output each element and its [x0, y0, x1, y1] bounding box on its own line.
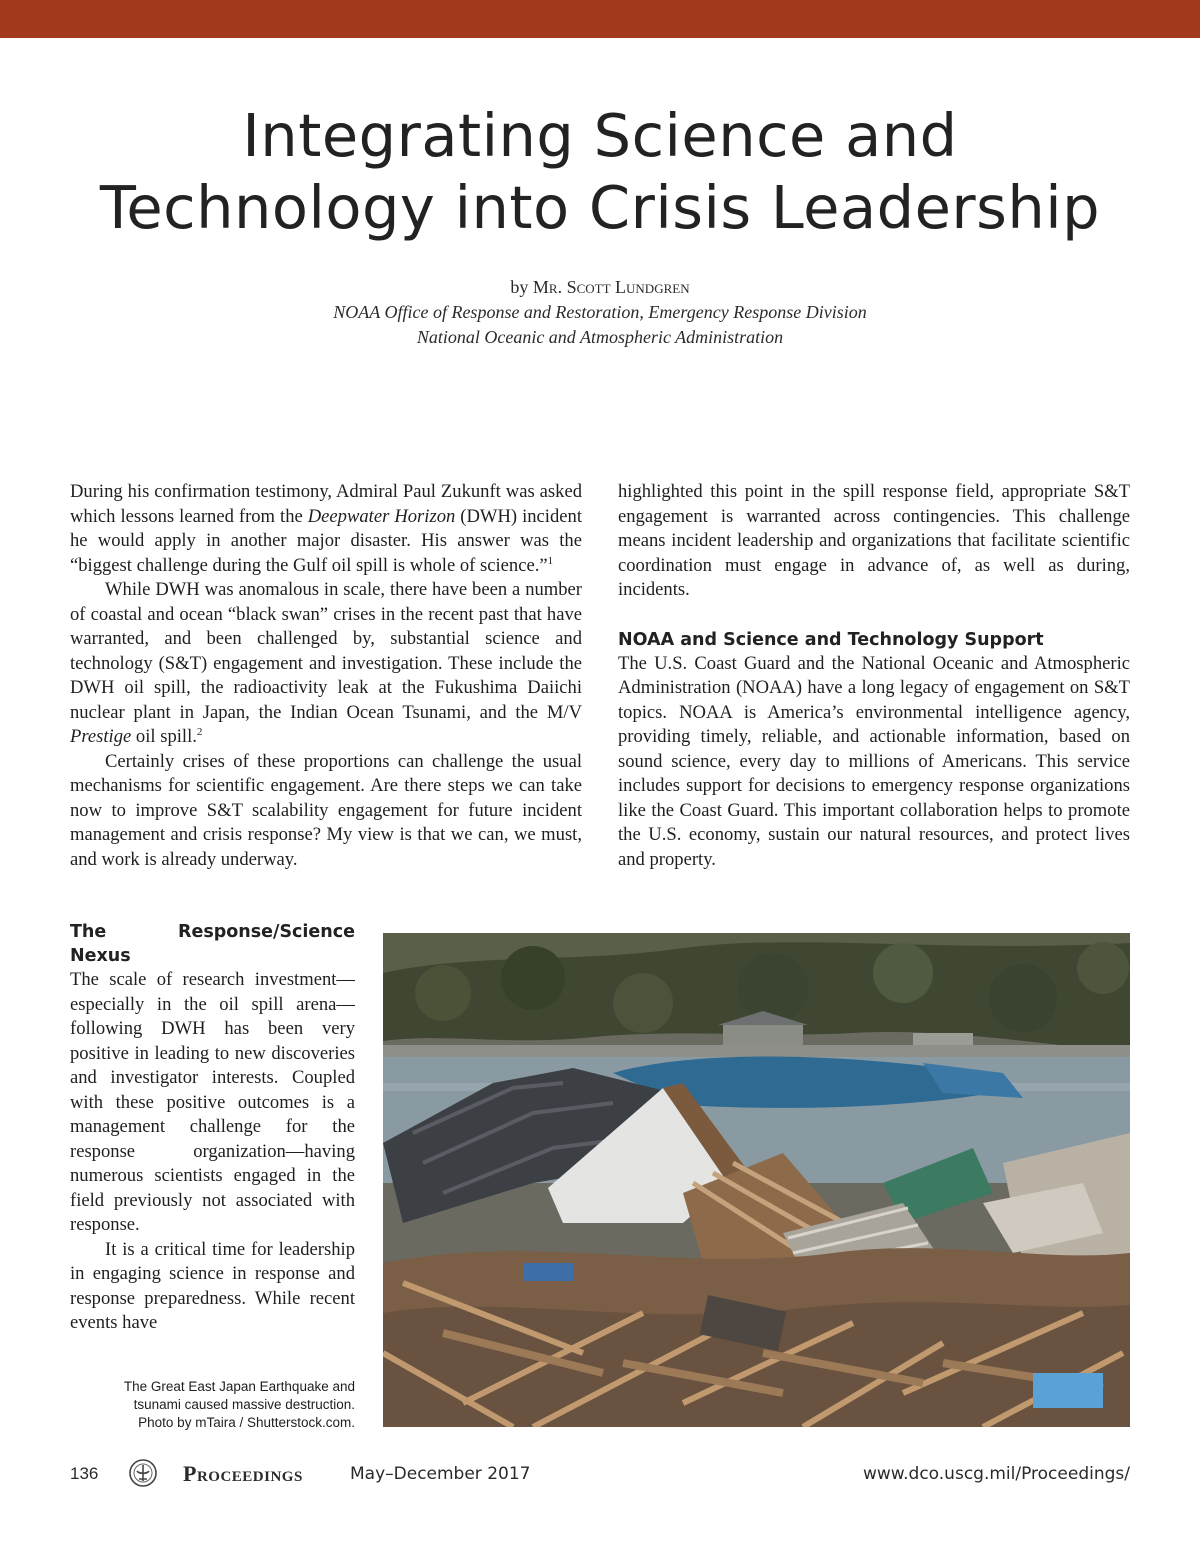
- paragraph-noaa-support: The U.S. Coast Guard and the National Oceanic and Atmospheric Administration (NOAA) have a long legacy of engagement on S&T topics. NOAA is America’s environmental intelligence agency, providing timely, reliable, and actionable information, based on sound science, every day to millions of Americans. This service includes support for decisions to emergency response organizations like the Coast Guard. This important collaboration helps to promote the U.S. economy, sustain our natural resources, and protect lives and property.: [618, 652, 1130, 870]
- paragraph-text: oil spill.: [131, 726, 197, 747]
- title-line-2: Technology into Crisis Leadership: [99, 173, 1101, 242]
- paragraph-text: While DWH was anomalous in scale, there have been a number of coastal and ocean “black swan” crises in the recent past that have warranted, and been challenged by, substantial science and technology (S&T) engagement and investigation. These include the DWH oil spill, the radioactivity leak at the Fukushima Daiichi nuclear plant in Japan, the Indian Ocean Tsunami, and the M/V: [70, 579, 582, 723]
- footnote-ref: 2: [196, 725, 203, 738]
- caption-line-1: The Great East Japan Earthquake and: [123, 1379, 355, 1394]
- page-number: 136: [70, 1464, 99, 1483]
- paragraph-intro: [70, 480, 582, 578]
- byline: [0, 275, 1200, 350]
- publication-name: Proceedings: [183, 1461, 303, 1486]
- body-column-narrow: [70, 920, 355, 1336]
- page-footer: [70, 1456, 1130, 1496]
- body-column-left: [70, 480, 582, 872]
- top-accent-bar: [0, 0, 1200, 38]
- paragraph-black-swan: [70, 578, 582, 750]
- website-link[interactable]: www.dco.uscg.mil/Proceedings/: [862, 1464, 1130, 1484]
- byline-by: by: [510, 277, 529, 297]
- coast-guard-seal-icon: [128, 1458, 158, 1488]
- footnote-ref: 1: [547, 554, 554, 567]
- paragraph-contingencies: highlighted this point in the spill response field, appropriate S&T engagement is warranted across contingencies. This challenge means incident leadership and organizations that facilitate scientific coordination must engage in advance of, as well as during, incidents.: [618, 481, 1130, 600]
- author-affiliation-office: NOAA Office of Response and Restoration, Emergency Response Division: [333, 302, 867, 322]
- caption-line-3: Photo by mTaira / Shutterstock.com.: [138, 1415, 355, 1430]
- tsunami-debris-photo: [383, 933, 1130, 1427]
- paragraph-critical-time: It is a critical time for leadership in engaging science in response and response preparedness. While recent events have: [70, 1238, 355, 1333]
- paragraph-text: During his confirmation testimony, Admiral Paul Zukunft was asked which lessons learned from the: [70, 481, 582, 527]
- photo-caption: [70, 1378, 355, 1432]
- vessel-name-italic: Deepwater Horizon: [307, 505, 456, 527]
- caption-line-2: tsunami caused massive destruction.: [133, 1397, 355, 1412]
- section-heading-nexus: The Response/Science Nexus: [70, 922, 355, 966]
- author-name: Mr. Scott Lundgren: [532, 277, 690, 297]
- title-line-1: Integrating Science and: [242, 101, 958, 170]
- section-heading-noaa: NOAA and Science and Technology Support: [618, 629, 1044, 650]
- paragraph-scalability: Certainly crises of these proportions can challenge the usual mechanisms for scientific engagement. Are there steps we can take now to improve S&T scalability engagement for future incident management and crisis response? My view is that we can, we must, and work is already underway.: [70, 750, 582, 870]
- vessel-name-italic: Prestige: [70, 726, 132, 747]
- paragraph-text: (DWH) incident he would apply in another major disaster. His answer was the “biggest challenge during the Gulf oil spill is whole of science.”: [70, 505, 582, 576]
- body-column-right: [618, 480, 1130, 872]
- paragraph-research: The scale of research investment—especially in the oil spill arena—following DWH has been very positive in leading to new discoveries and investigator interests. Coupled with these positive outcomes is a management challenge for the response organization—having numerous scientists engaged in the field previously not associated with response.: [70, 969, 355, 1235]
- issue-date: May–December 2017: [350, 1464, 531, 1484]
- article-title: [0, 100, 1200, 244]
- author-affiliation-agency: National Oceanic and Atmospheric Administration: [416, 327, 784, 347]
